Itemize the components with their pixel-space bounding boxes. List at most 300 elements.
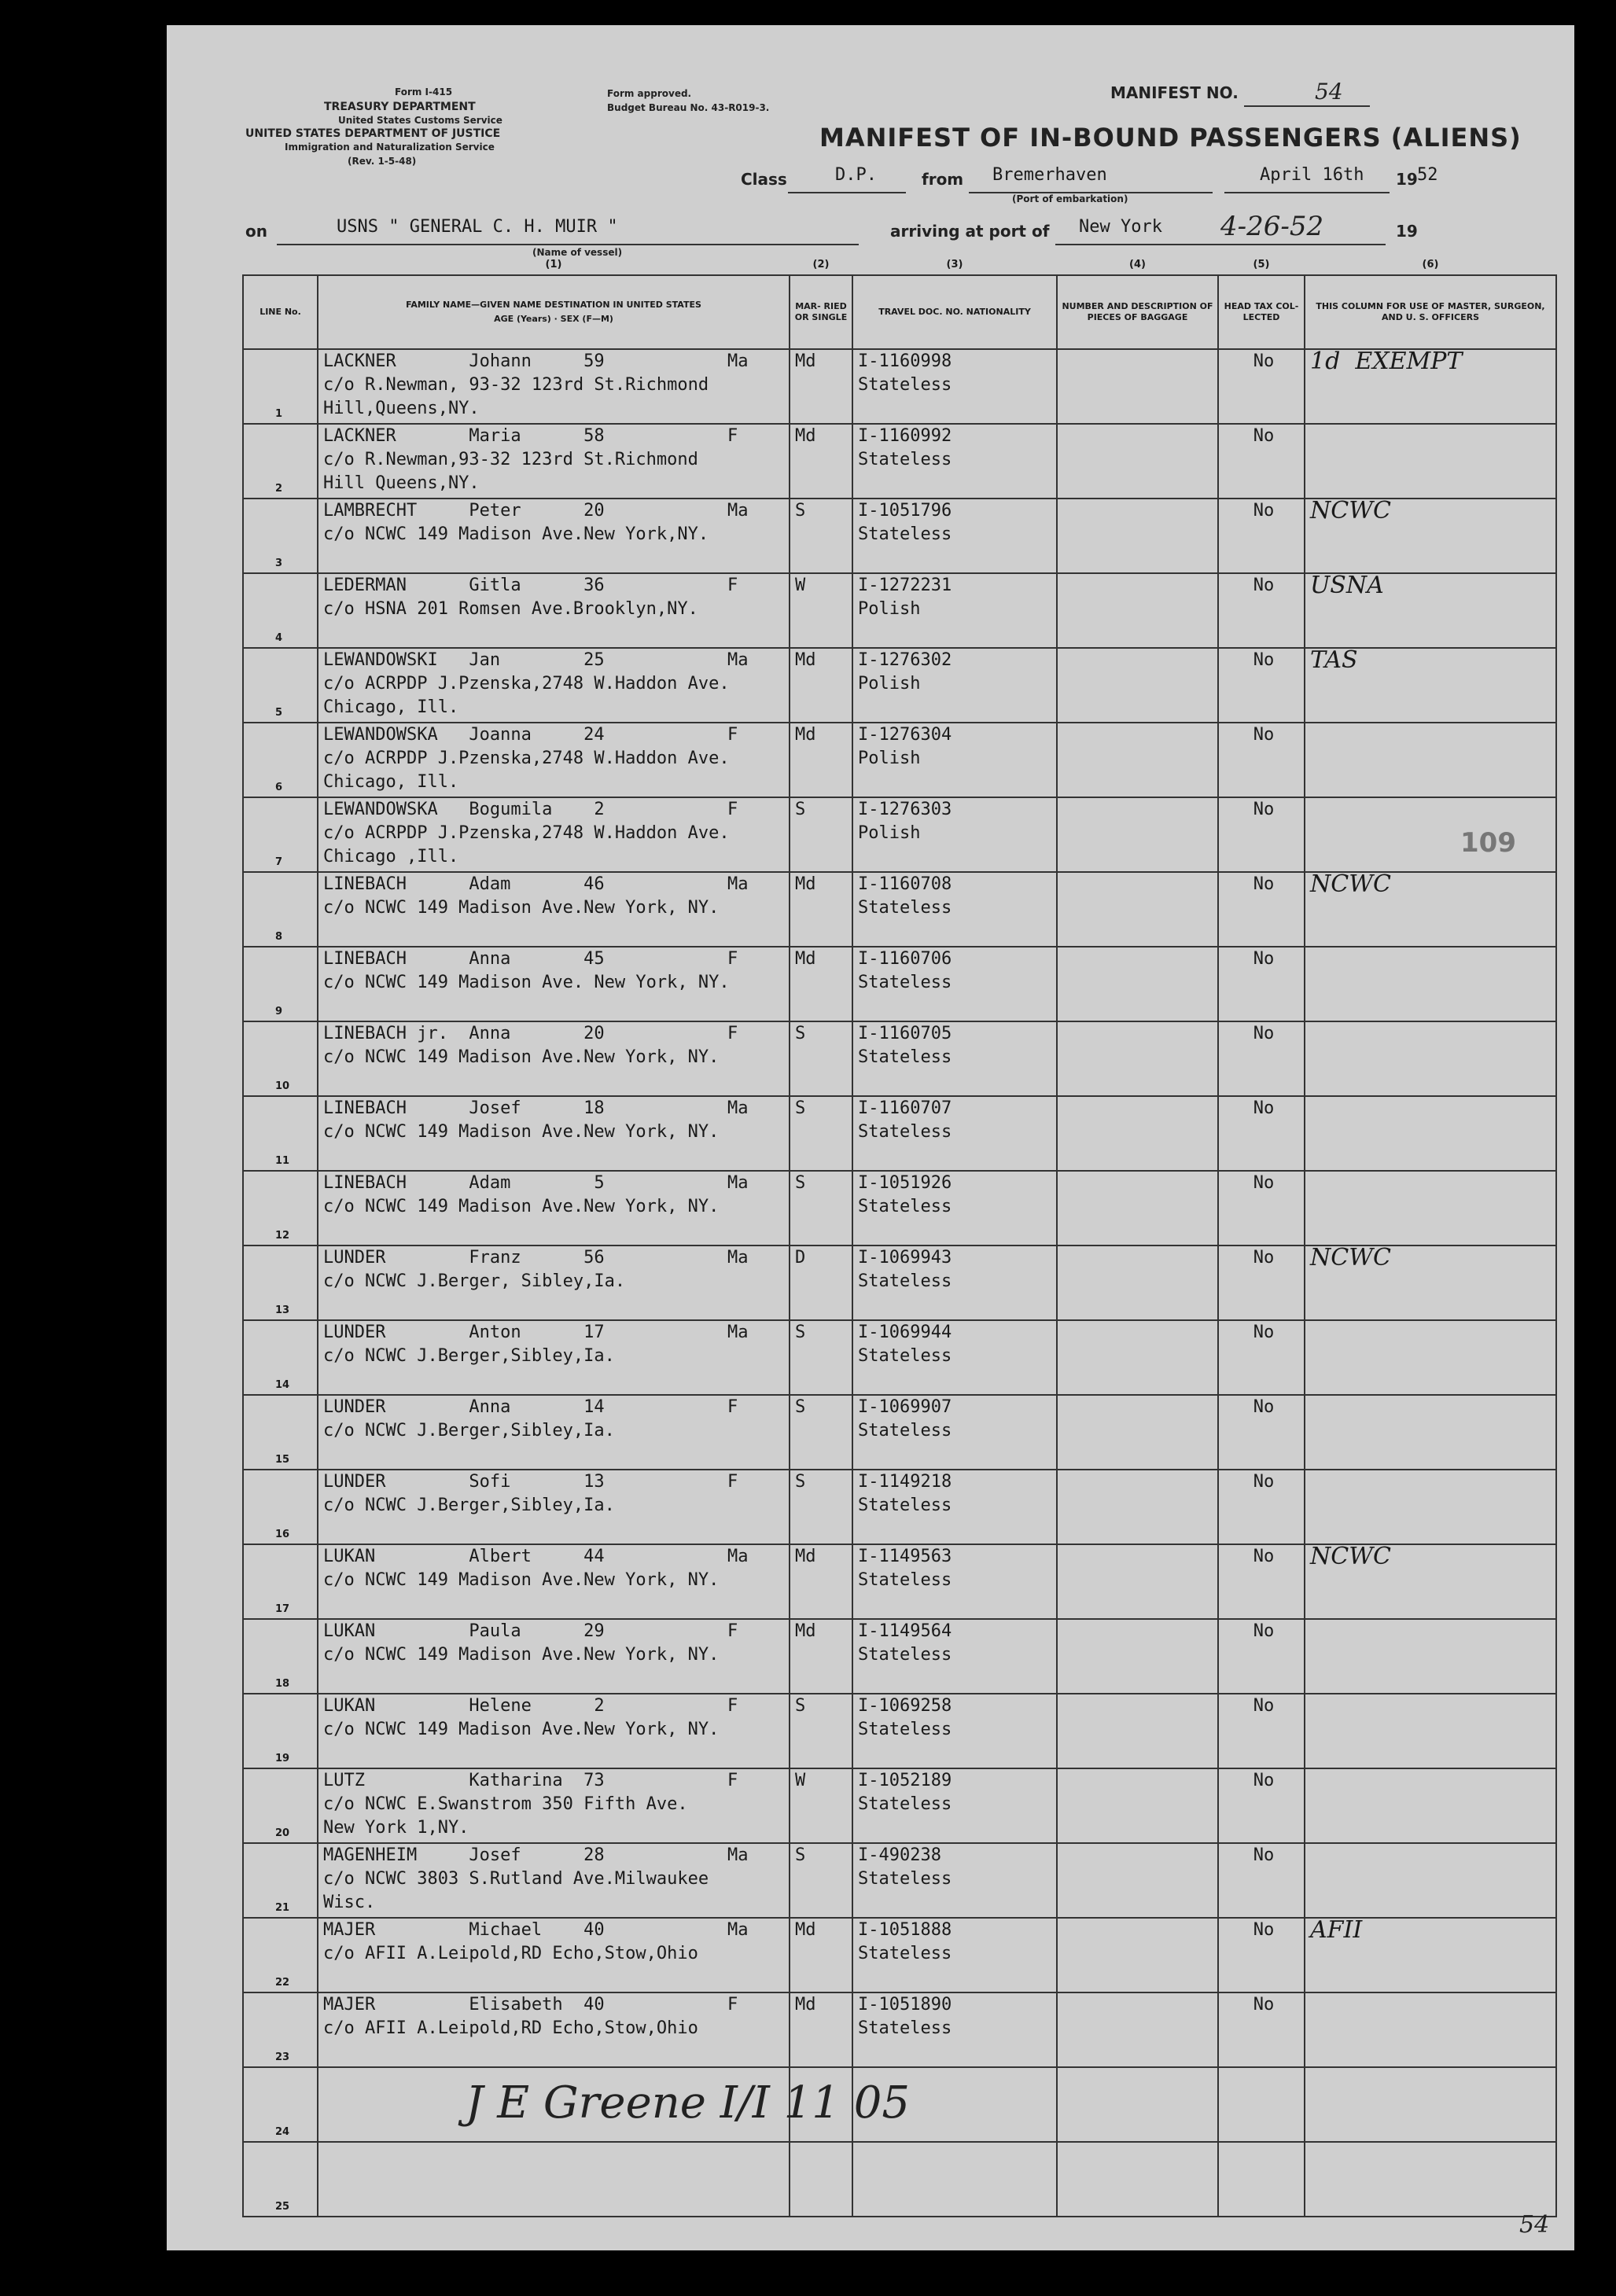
line-number-cell (243, 499, 318, 573)
marital-status: Md (795, 1920, 816, 1940)
nationality: Stateless (858, 524, 952, 544)
table-row (243, 1619, 1556, 1694)
travel-doc-no: I-1160992 (858, 426, 952, 446)
vessel-line (277, 244, 859, 245)
travel-doc-cell (852, 1171, 1057, 1246)
head-tax: No (1253, 650, 1275, 670)
marital-status: S (795, 1696, 806, 1716)
table-row (243, 1470, 1556, 1544)
line-number: 4 (275, 632, 283, 644)
name-cell (318, 797, 790, 872)
married-cell (790, 797, 852, 872)
officer-cell (1305, 1768, 1556, 1843)
name-age: LUKAN Albert 44 (323, 1547, 605, 1566)
head-tax: No (1253, 949, 1275, 969)
officer-cell (1305, 1246, 1556, 1320)
sex: F (727, 1472, 738, 1492)
destination: c/o AFII A.Leipold,RD Echo,Stow,Ohio (323, 2018, 698, 2038)
officer-cell (1305, 1619, 1556, 1694)
travel-doc-cell (852, 1246, 1057, 1320)
head-tax-cell (1218, 1395, 1305, 1470)
line-number: 19 (275, 1753, 290, 1764)
from-label: from (922, 170, 964, 189)
table-row (243, 1395, 1556, 1470)
line-number: 8 (275, 931, 283, 943)
destination: c/o NCWC E.Swanstrom 350 Fifth Ave. (323, 1794, 688, 1814)
year-value: 52 (1417, 165, 1438, 185)
nationality: Stateless (858, 898, 952, 918)
head-tax: No (1253, 426, 1275, 446)
name-cell (318, 1096, 790, 1171)
travel-doc-cell (852, 1320, 1057, 1395)
line-number: 3 (275, 557, 283, 569)
name-age: LEWANDOWSKI Jan 25 (323, 650, 605, 670)
head-tax-cell (1218, 1096, 1305, 1171)
head-tax: No (1253, 576, 1275, 595)
nationality: Stateless (858, 1047, 952, 1067)
officer-cell (1305, 1918, 1556, 1992)
marital-status: S (795, 1098, 806, 1118)
head-tax: No (1253, 1621, 1275, 1641)
line-number-cell (243, 872, 318, 947)
table-row (243, 499, 1556, 573)
married-cell (790, 1992, 852, 2067)
name-cell (318, 1619, 790, 1694)
date-line (1224, 192, 1390, 193)
head-tax-cell (1218, 1246, 1305, 1320)
name-cell (318, 648, 790, 723)
head-tax: No (1253, 501, 1275, 521)
name-age: LUKAN Helene 2 (323, 1696, 605, 1716)
destination-cont: Hill Queens,NY. (323, 473, 480, 493)
table-row (243, 797, 1556, 872)
marital-status: S (795, 1024, 806, 1043)
marital-status: S (795, 1472, 806, 1492)
col-travel-label: TRAVEL DOC. NO. NATIONALITY (878, 307, 1031, 318)
revision: (Rev. 1-5-48) (348, 156, 417, 167)
travel-doc-cell (852, 2142, 1057, 2217)
baggage-cell (1057, 1768, 1218, 1843)
sex: Ma (727, 1323, 749, 1342)
from-value: Bremerhaven (992, 165, 1107, 185)
marital-status: Md (795, 725, 816, 745)
manifest-sheet (167, 25, 1574, 2250)
head-tax-cell (1218, 349, 1305, 424)
officer-cell (1305, 797, 1556, 872)
col-number-3: (3) (946, 259, 963, 270)
officer-cell (1305, 1021, 1556, 1096)
married-cell (790, 349, 852, 424)
travel-doc-no: I-1069258 (858, 1696, 952, 1716)
married-cell (790, 1021, 852, 1096)
sex: Ma (727, 874, 749, 894)
line-number: 9 (275, 1006, 283, 1017)
married-cell (790, 1619, 852, 1694)
line-number: 22 (275, 1977, 290, 1989)
travel-doc-no: I-1149218 (858, 1472, 952, 1492)
marital-status: D (795, 1248, 806, 1268)
col-line-no: LINE No. (243, 275, 318, 349)
marital-status: Md (795, 874, 816, 894)
table-row (243, 1768, 1556, 1843)
line-number: 18 (275, 1678, 290, 1690)
treasury-department: TREASURY DEPARTMENT (324, 101, 476, 113)
table-row (243, 1320, 1556, 1395)
line-number: 21 (275, 1902, 290, 1914)
head-tax-cell (1218, 1021, 1305, 1096)
married-cell (790, 1843, 852, 1918)
baggage-cell (1057, 1544, 1218, 1619)
travel-doc-cell (852, 1619, 1057, 1694)
line-number-cell (243, 1918, 318, 1992)
destination: c/o NCWC J.Berger,Sibley,Ia. (323, 1346, 615, 1366)
officer-cell (1305, 499, 1556, 573)
col-age-label: AGE (Years) (494, 314, 551, 324)
travel-doc-no: I-1160706 (858, 949, 952, 969)
manifest-rows (243, 349, 1556, 2217)
line-number-cell (243, 1096, 318, 1171)
line-number-cell (243, 1171, 318, 1246)
line-number-cell (243, 1992, 318, 2067)
customs-service: United States Customs Service (338, 115, 502, 126)
name-cell (318, 1992, 790, 2067)
year-prefix: 19 (1396, 170, 1418, 189)
head-tax-cell (1218, 1470, 1305, 1544)
line-number-cell (243, 1470, 318, 1544)
travel-doc-cell (852, 872, 1057, 947)
line-number-cell (243, 797, 318, 872)
destination: c/o NCWC 149 Madison Ave.New York, NY. (323, 1720, 720, 1739)
on-label: on (245, 222, 267, 241)
head-tax: No (1253, 725, 1275, 745)
table-row (243, 1544, 1556, 1619)
travel-doc-no: I-1149563 (858, 1547, 952, 1566)
baggage-cell (1057, 648, 1218, 723)
travel-doc-no: I-1069944 (858, 1323, 952, 1342)
head-tax: No (1253, 1397, 1275, 1417)
manifest-title: MANIFEST OF IN-BOUND PASSENGERS (ALIENS) (819, 123, 1522, 153)
officer-cell (1305, 1395, 1556, 1470)
name-cell (318, 872, 790, 947)
head-tax: No (1253, 1771, 1275, 1790)
destination: c/o HSNA 201 Romsen Ave.Brooklyn,NY. (323, 599, 698, 619)
table-row (243, 424, 1556, 499)
name-cell (318, 1320, 790, 1395)
corner-mark: 54 (1519, 2211, 1550, 2239)
officer-cell (1305, 424, 1556, 499)
sex: Ma (727, 351, 749, 371)
destination: c/o ACRPDP J.Pzenska,2748 W.Haddon Ave. (323, 749, 730, 768)
destination: c/o NCWC 3803 S.Rutland Ave.Milwaukee (323, 1869, 709, 1889)
nationality: Polish (858, 599, 921, 619)
arrival-date-handwritten: 4-26-52 (1220, 211, 1324, 242)
head-tax-cell (1218, 499, 1305, 573)
sex: Ma (727, 1547, 749, 1566)
sex: Ma (727, 1173, 749, 1193)
sex: F (727, 1771, 738, 1790)
name-age: LINEBACH Josef 18 (323, 1098, 605, 1118)
travel-doc-cell (852, 797, 1057, 872)
officer-note: NCWC (1310, 1543, 1391, 1570)
destination: c/o NCWC J.Berger, Sibley,Ia. (323, 1271, 626, 1291)
line-number-cell (243, 1619, 318, 1694)
col-age-sex-labels: AGE (Years) · SEX (F—M) (494, 314, 613, 324)
col-name-label: FAMILY NAME—GIVEN NAME DESTINATION IN UNITED STATES (406, 300, 701, 311)
class-line (788, 192, 906, 193)
sex: F (727, 800, 738, 819)
travel-doc-no: I-1276302 (858, 650, 952, 670)
line-number: 13 (275, 1304, 290, 1316)
marital-status: Md (795, 949, 816, 969)
destination-cont: Chicago, Ill. (323, 772, 459, 792)
col-officers-label: THIS COLUMN FOR USE OF MASTER, SURGEON, AND U. S. OFFICERS (1316, 301, 1545, 322)
sex: F (727, 1024, 738, 1043)
nationality: Stateless (858, 1645, 952, 1665)
name-age: MAJER Elisabeth 40 (323, 1995, 605, 2015)
destination: c/o NCWC 149 Madison Ave. New York, NY. (323, 973, 730, 992)
name-age: MAJER Michael 40 (323, 1920, 605, 1940)
nationality: Stateless (858, 2018, 952, 2038)
head-tax: No (1253, 1547, 1275, 1566)
name-cell (318, 1395, 790, 1470)
nationality: Stateless (858, 1421, 952, 1441)
marital-status: S (795, 1323, 806, 1342)
married-cell (790, 424, 852, 499)
col-number-1: (1) (545, 259, 562, 270)
name-age: MAGENHEIM Josef 28 (323, 1845, 605, 1865)
baggage-cell (1057, 499, 1218, 573)
name-age: LACKNER Maria 58 (323, 426, 605, 446)
head-tax: No (1253, 800, 1275, 819)
ins-service: Immigration and Naturalization Service (285, 142, 495, 153)
col-married-label: MAR- RIED OR SINGLE (794, 301, 848, 322)
line-number: 15 (275, 1454, 290, 1466)
travel-doc-cell (852, 723, 1057, 797)
line-number-cell (243, 1694, 318, 1768)
baggage-cell (1057, 1171, 1218, 1246)
form-number: Form I-415 (395, 86, 453, 98)
baggage-cell (1057, 424, 1218, 499)
marital-status: S (795, 1173, 806, 1193)
line-number-cell (243, 349, 318, 424)
travel-doc-no: I-1276303 (858, 800, 952, 819)
head-tax: No (1253, 1845, 1275, 1865)
married-cell (790, 648, 852, 723)
destination: c/o NCWC J.Berger,Sibley,Ia. (323, 1421, 615, 1441)
baggage-cell (1057, 1021, 1218, 1096)
destination-cont: Wisc. (323, 1893, 376, 1912)
marital-status: Md (795, 1621, 816, 1641)
married-cell (790, 1768, 852, 1843)
baggage-cell (1057, 1694, 1218, 1768)
travel-doc-cell (852, 573, 1057, 648)
officer-cell (1305, 1843, 1556, 1918)
baggage-cell (1057, 723, 1218, 797)
name-age: LUNDER Franz 56 (323, 1248, 605, 1268)
name-cell (318, 1843, 790, 1918)
table-row (243, 573, 1556, 648)
head-tax: No (1253, 1248, 1275, 1268)
line-number: 2 (275, 483, 283, 495)
nationality: Polish (858, 749, 921, 768)
officer-cell (1305, 648, 1556, 723)
head-tax-cell (1218, 2142, 1305, 2217)
line-number-cell (243, 1768, 318, 1843)
name-cell (318, 2142, 790, 2217)
destination: c/o NCWC 149 Madison Ave.New York,NY. (323, 524, 709, 544)
sex: F (727, 426, 738, 446)
travel-doc-cell (852, 349, 1057, 424)
sex: Ma (727, 1248, 749, 1268)
head-tax-cell (1218, 723, 1305, 797)
table-row (243, 872, 1556, 947)
page-stamp-number: 109 (1460, 827, 1516, 859)
travel-doc-no: I-1160705 (858, 1024, 952, 1043)
name-cell (318, 424, 790, 499)
name-age: LUNDER Anton 17 (323, 1323, 605, 1342)
nationality: Stateless (858, 375, 952, 395)
line-number: 12 (275, 1230, 290, 1242)
name-age: LUKAN Paula 29 (323, 1621, 605, 1641)
line-number: 17 (275, 1603, 290, 1615)
married-cell (790, 573, 852, 648)
table-row (243, 1021, 1556, 1096)
head-tax-cell (1218, 573, 1305, 648)
manifest-no-line (1244, 105, 1370, 107)
head-tax-cell (1218, 1843, 1305, 1918)
line-number: 7 (275, 856, 283, 868)
arrival-year-prefix: 19 (1396, 222, 1418, 241)
travel-doc-no: I-1276304 (858, 725, 952, 745)
name-age: LEDERMAN Gitla 36 (323, 576, 605, 595)
married-cell (790, 1096, 852, 1171)
marital-status: S (795, 1845, 806, 1865)
marital-status: W (795, 1771, 806, 1790)
table-row (243, 1246, 1556, 1320)
married-cell (790, 1395, 852, 1470)
officer-note: NCWC (1310, 497, 1391, 524)
name-cell (318, 1918, 790, 1992)
class-value: D.P. (835, 165, 877, 185)
destination: c/o NCWC 149 Madison Ave.New York, NY. (323, 1122, 720, 1142)
officer-cell (1305, 2142, 1556, 2217)
nationality: Stateless (858, 1346, 952, 1366)
travel-doc-cell (852, 1918, 1057, 1992)
nationality: Stateless (858, 973, 952, 992)
baggage-cell (1057, 1918, 1218, 1992)
married-cell (790, 1694, 852, 1768)
head-tax: No (1253, 1995, 1275, 2015)
name-cell (318, 573, 790, 648)
head-tax-cell (1218, 1918, 1305, 1992)
manifest-table (242, 259, 1557, 2217)
marital-status: W (795, 576, 806, 595)
sex: F (727, 1696, 738, 1716)
line-number: 20 (275, 1827, 290, 1839)
col-travel-doc (852, 259, 1057, 349)
head-tax-cell (1218, 1544, 1305, 1619)
nationality: Stateless (858, 1122, 952, 1142)
col-baggage (1057, 259, 1218, 349)
destination: c/o NCWC 149 Madison Ave.New York, NY. (323, 1570, 720, 1590)
arriving-label: arriving at port of (890, 222, 1050, 241)
nationality: Stateless (858, 1570, 952, 1590)
officer-cell (1305, 1992, 1556, 2067)
travel-doc-no: I-1160708 (858, 874, 952, 894)
head-tax-cell (1218, 648, 1305, 723)
sex: F (727, 576, 738, 595)
travel-doc-no: I-1051926 (858, 1173, 952, 1193)
married-cell (790, 1470, 852, 1544)
table-row (243, 723, 1556, 797)
head-tax-cell (1218, 872, 1305, 947)
travel-doc-no: I-1069907 (858, 1397, 952, 1417)
line-number: 16 (275, 1529, 290, 1540)
head-tax: No (1253, 1696, 1275, 1716)
nationality: Polish (858, 674, 921, 694)
destination-cont: New York 1,NY. (323, 1818, 469, 1838)
nationality: Polish (858, 823, 921, 843)
officer-cell (1305, 1096, 1556, 1171)
destination: c/o NCWC 149 Madison Ave.New York, NY. (323, 1197, 720, 1216)
travel-doc-cell (852, 424, 1057, 499)
sex: Ma (727, 650, 749, 670)
destination-cont: Chicago, Ill. (323, 697, 459, 717)
travel-doc-no: I-1069943 (858, 1248, 952, 1268)
travel-doc-cell (852, 1470, 1057, 1544)
baggage-cell (1057, 1395, 1218, 1470)
officer-cell (1305, 573, 1556, 648)
baggage-cell (1057, 797, 1218, 872)
table-row (243, 1096, 1556, 1171)
col-name-age-sex (318, 259, 790, 349)
nationality: Stateless (858, 1869, 952, 1889)
baggage-cell (1057, 1619, 1218, 1694)
destination: c/o ACRPDP J.Pzenska,2748 W.Haddon Ave. (323, 674, 730, 694)
destination: c/o R.Newman, 93-32 123rd St.Richmond (323, 375, 709, 395)
married-cell (790, 1171, 852, 1246)
line-number-cell (243, 947, 318, 1021)
head-tax-cell (1218, 797, 1305, 872)
baggage-cell (1057, 573, 1218, 648)
name-cell (318, 349, 790, 424)
nationality: Stateless (858, 1944, 952, 1963)
married-cell (790, 1918, 852, 1992)
name-cell (318, 1544, 790, 1619)
travel-doc-no: I-1160707 (858, 1098, 952, 1118)
name-age: LUTZ Katharina 73 (323, 1771, 605, 1790)
line-number-cell (243, 2142, 318, 2217)
line-number: 5 (275, 707, 283, 719)
form-approved: Form approved. (607, 88, 692, 99)
destination: c/o NCWC 149 Madison Ave.New York, NY. (323, 1645, 720, 1665)
head-tax-cell (1218, 1694, 1305, 1768)
col-married (790, 259, 852, 349)
baggage-cell (1057, 872, 1218, 947)
travel-doc-no: I-1051796 (858, 501, 952, 521)
table-row (243, 1171, 1556, 1246)
department-of-justice: UNITED STATES DEPARTMENT OF JUSTICE (245, 127, 501, 140)
destination-cont: Chicago ,Ill. (323, 847, 459, 867)
baggage-cell (1057, 349, 1218, 424)
travel-doc-no: I-1052189 (858, 1771, 952, 1790)
travel-doc-cell (852, 1992, 1057, 2067)
travel-doc-no: I-1160998 (858, 351, 952, 371)
table-row (243, 648, 1556, 723)
nationality: Stateless (858, 450, 952, 469)
sex: F (727, 725, 738, 745)
travel-doc-cell (852, 1395, 1057, 1470)
